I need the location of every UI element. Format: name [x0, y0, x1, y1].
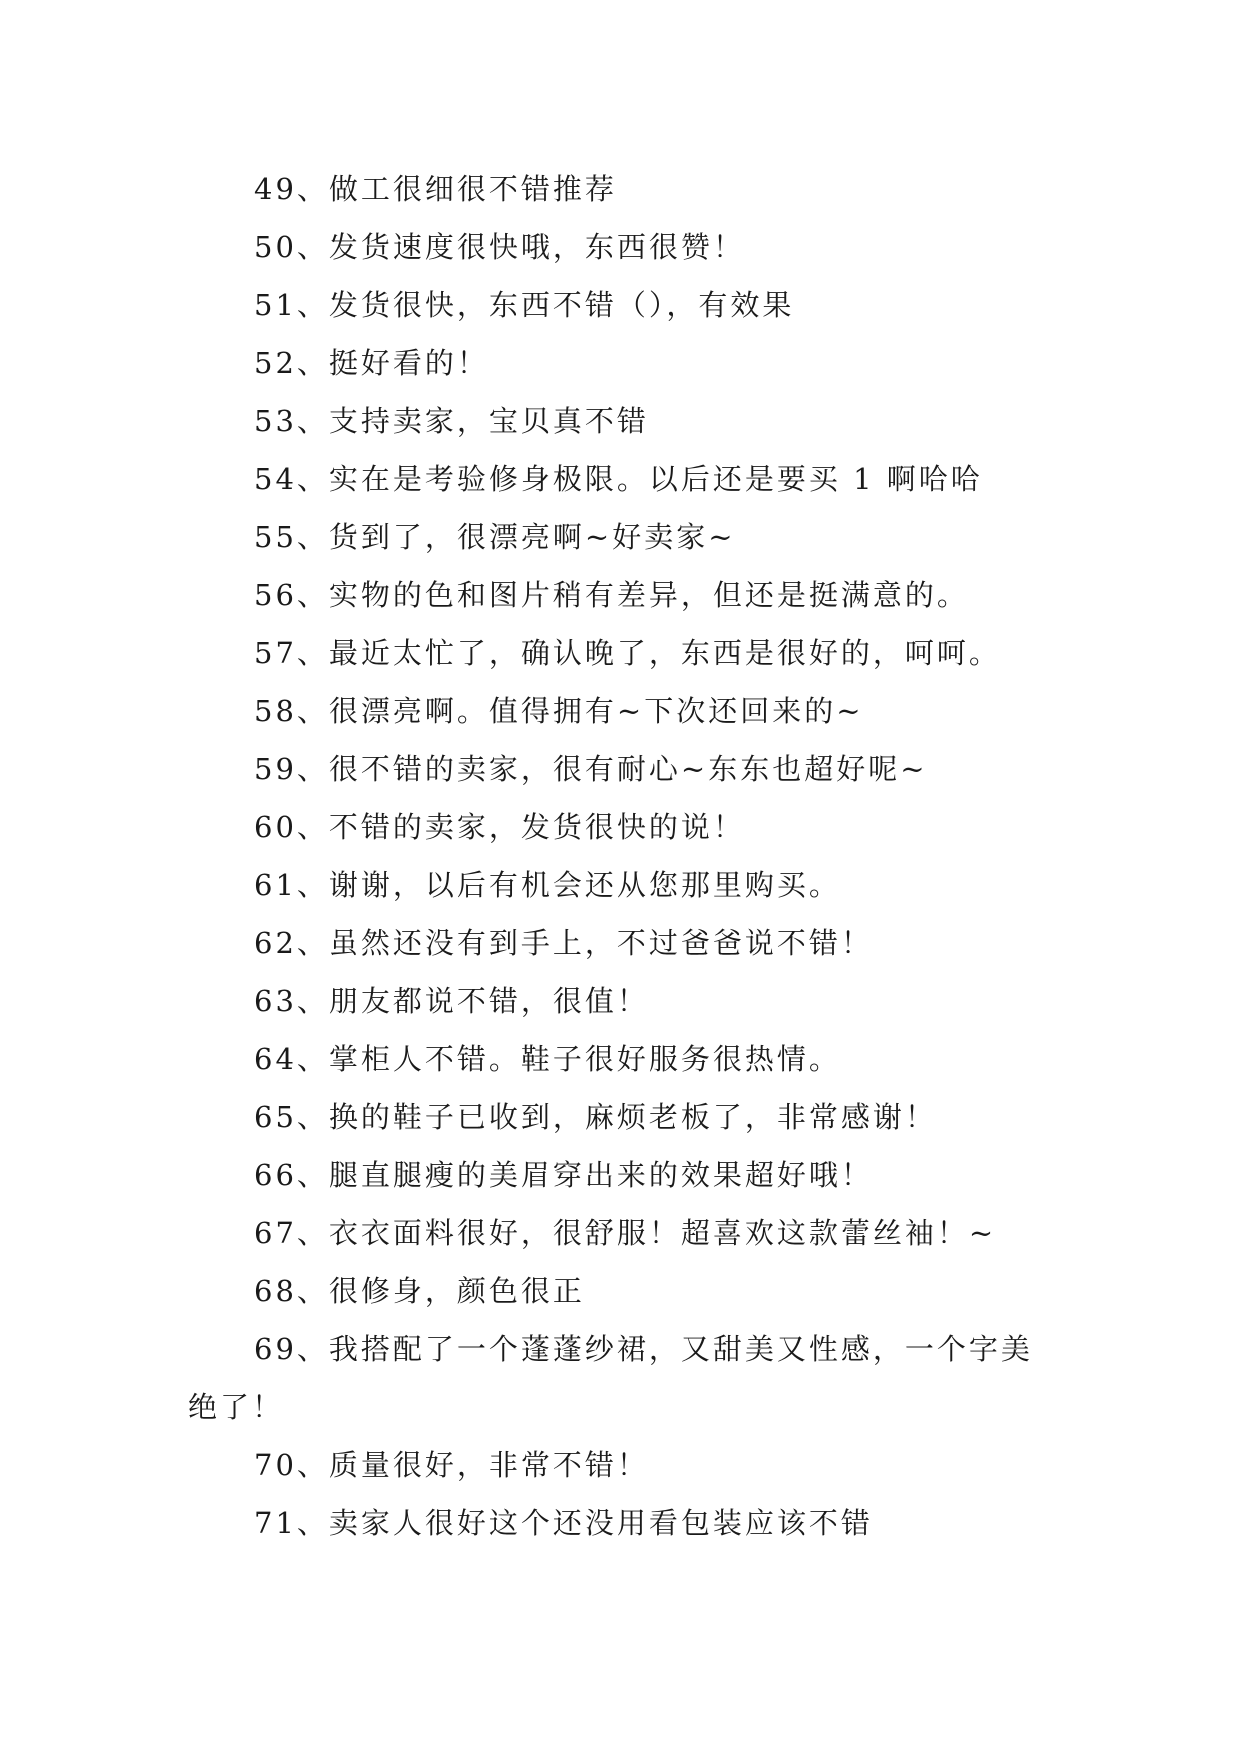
list-item: 57、最近太忙了，确认晚了，东西是很好的，呵呵。: [254, 636, 1001, 670]
list-item: 71、卖家人很好这个还没用看包装应该不错: [254, 1506, 873, 1540]
list-item: 70、质量很好，非常不错！: [254, 1448, 649, 1482]
list-item: 51、发货很快，东西不错（），有效果: [254, 288, 795, 322]
list-item: 58、很漂亮啊。值得拥有~下次还回来的~: [254, 694, 864, 728]
list-item: 66、腿直腿瘦的美眉穿出来的效果超好哦！: [254, 1158, 873, 1192]
review-list: [188, 160, 1068, 1552]
list-item: 55、货到了，很漂亮啊~好卖家~: [254, 520, 736, 554]
list-item-continuation: 绝了！: [188, 1390, 285, 1424]
list-item: 63、朋友都说不错，很值！: [254, 984, 649, 1018]
list-item: 56、实物的色和图片稍有差异，但还是挺满意的。: [254, 578, 969, 612]
list-item: 59、很不错的卖家，很有耐心~东东也超好呢~: [254, 752, 928, 786]
list-item: 67、衣衣面料很好，很舒服！超喜欢这款蕾丝袖！~: [254, 1216, 997, 1250]
list-item: 65、换的鞋子已收到，麻烦老板了，非常感谢！: [254, 1100, 937, 1134]
list-item: 53、支持卖家，宝贝真不错: [254, 404, 649, 438]
list-item: 69、我搭配了一个蓬蓬纱裙，又甜美又性感，一个字美: [254, 1332, 1033, 1366]
list-item: 52、挺好看的！: [254, 346, 489, 380]
list-item: 68、很修身，颜色很正: [254, 1274, 585, 1308]
list-item: 60、不错的卖家，发货很快的说！: [254, 810, 745, 844]
list-item: 61、谢谢，以后有机会还从您那里购买。: [254, 868, 841, 902]
list-item: 54、实在是考验修身极限。以后还是要买 1 啊哈哈: [254, 462, 983, 496]
list-item: 64、掌柜人不错。鞋子很好服务很热情。: [254, 1042, 841, 1076]
list-item: 50、发货速度很快哦，东西很赞！: [254, 230, 745, 264]
list-item: 62、虽然还没有到手上，不过爸爸说不错！: [254, 926, 873, 960]
list-item: 49、做工很细很不错推荐: [254, 172, 617, 206]
